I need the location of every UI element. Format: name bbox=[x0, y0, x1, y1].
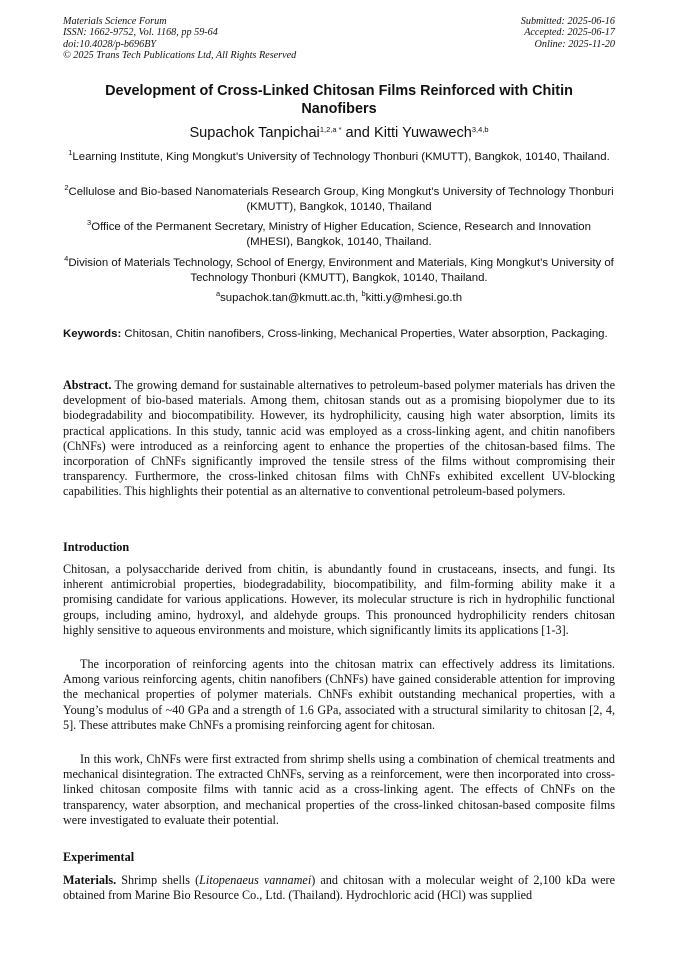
email-link[interactable]: kitti.y@mhesi.go.th bbox=[365, 292, 463, 304]
affiliation bbox=[63, 256, 615, 286]
section-heading: Introduction bbox=[63, 540, 130, 554]
materials-paragraph bbox=[63, 873, 615, 903]
body-paragraph: Chitosan, a polysaccharide derived from chitin, is abundantly found in crustaceans, insects, and fungi. Its inherent antimicrobial properties, biodegradability, biocompatibility, and film-forming ability make it a promising candidate for various applications. However, its molecular structure is rich in hydrophilic functional groups, including amino, hydroxyl, and aldehyde groups. This pronounced hydrophilicity renders chitosan highly sensitive to aqueous environments and moisture, which significantly limits its applications [1-3]. bbox=[63, 562, 615, 637]
keywords-label: Keywords: bbox=[63, 328, 122, 340]
section-heading: Experimental bbox=[63, 850, 135, 864]
affiliation-text: Office of the Permanent Secretary, Ministry of Higher Education, Science, Research and Innovation (MHESI), Bangkok, 10140, Thailand. bbox=[91, 221, 591, 248]
materials-text: ) and chitosan with a molecular weight of 2,100 kDa were obtained from Marine Bio Resource Co., Ltd. (Thailand). Hydrochloric acid (HCl) was supplied bbox=[63, 873, 615, 903]
affiliation-number: 3 bbox=[87, 218, 92, 227]
author-affiliation-mark: 3,4,b bbox=[471, 125, 489, 134]
journal-name: Materials Science Forum bbox=[63, 16, 167, 27]
affiliation-text: Division of Materials Technology, School of Energy, Environment and Materials, King Mongkut’s University of Technology Thonburi (KMUTT), Bangkok, 10140, Thailand. bbox=[68, 257, 614, 284]
author-line bbox=[63, 124, 615, 142]
author-emails bbox=[63, 291, 615, 305]
submitted-date: Submitted: 2025-06-16 bbox=[520, 16, 615, 27]
affiliation bbox=[63, 150, 615, 165]
author-conjunction: and bbox=[341, 125, 374, 141]
abstract bbox=[63, 378, 615, 500]
abstract-text: The growing demand for sustainable alternatives to petroleum-based polymer materials has driven the development of bio-based materials. Among them, chitosan stands out as a promising biopolymer due to its biodegradability and biocompatibility. However, its hydrophilicity, causing high water absorption, limits its practical applications. In this study, tannic acid was employed as a cross-linking agent, and chitin nanofibers (ChNFs) were introduced as a reinforcing agent to enhance the properties of the chitosan-based films. The incorporation of ChNFs significantly improved the tensile stress of the films without compromising their transparency. Furthermore, the cross-linked chitosan films with ChNFs exhibited excellent UV-blocking capabilities. This highlights their potential as an alternative to conventional petroleum-based polymers. bbox=[63, 378, 615, 499]
affiliation bbox=[63, 220, 615, 250]
materials-text: Shrimp shells ( bbox=[116, 873, 200, 887]
email-mark: b bbox=[361, 289, 366, 298]
affiliation-number: 1 bbox=[68, 148, 73, 157]
affiliation-number: 2 bbox=[64, 183, 69, 192]
abstract-label: Abstract. bbox=[63, 378, 112, 392]
affiliation-number: 4 bbox=[64, 254, 69, 263]
online-date: Online: 2025-11-20 bbox=[534, 38, 615, 50]
keywords-text: Chitosan, Chitin nanofibers, Cross-linking, Mechanical Properties, Water absorption, Packaging. bbox=[121, 328, 608, 340]
copyright: © 2025 Trans Tech Publications Ltd, All Rights Reserved bbox=[63, 49, 297, 61]
affiliation-text: Learning Institute, King Mongkut’s University of Technology Thonburi (KMUTT), Bangkok, 10140, Thailand. bbox=[72, 151, 610, 163]
body-paragraph: In this work, ChNFs were first extracted from shrimp shells using a combination of chemical treatments and mechanical disintegration. The extracted ChNFs, serving as a reinforcement, were then incorporated into cross-linked chitosan composite films with tannic acid as a cross-linking agent. The effects of ChNFs on the transparency, water absorption, and mechanical properties of the cross-linked chitosan-based composite films were investigated to evaluate their potential. bbox=[63, 752, 615, 827]
email-mark: a bbox=[215, 289, 221, 298]
affiliation bbox=[63, 185, 615, 215]
accepted-date: Accepted: 2025-06-17 bbox=[524, 27, 615, 39]
journal-info bbox=[63, 16, 296, 61]
publication-dates bbox=[521, 16, 615, 50]
body-paragraph: The incorporation of reinforcing agents into the chitosan matrix can effectively address its limitations. Among various reinforcing agents, chitin nanofibers (ChNFs) have gained considerable attention for improving the mechanical properties of polymer materials. ChNFs exhibit outstanding mechanical properties, with a Young’s modulus of ~40 GPa and a strength of 1.6 GPa, associated with a structural similarity to chitosan [2, 4, 5]. These attributes make ChNFs a promising reinforcing agent for chitosan. bbox=[63, 657, 615, 732]
author-name: Kitti Yuwawech bbox=[373, 125, 472, 141]
journal-doi: doi:10.4028/p-b696BY bbox=[63, 38, 157, 50]
journal-issn: ISSN: 1662-9752, Vol. 1168, pp 59-64 bbox=[63, 27, 218, 39]
species-name: Litopenaeus vannamei bbox=[199, 873, 312, 887]
keywords bbox=[63, 327, 615, 342]
paper-title: Development of Cross-Linked Chitosan Films Reinforced with Chitin Nanofibers bbox=[105, 83, 573, 117]
email-link[interactable]: supachok.tan@kmutt.ac.th, bbox=[220, 292, 359, 304]
author-affiliation-mark: 1,2,a * bbox=[319, 125, 342, 134]
materials-label: Materials. bbox=[63, 873, 117, 887]
author-name: Supachok Tanpichai bbox=[189, 125, 320, 141]
affiliation-text: Cellulose and Bio-based Nanomaterials Research Group, King Mongkut’s University of Technology Thonburi (KMUTT), Bangkok, 10140, Thailand bbox=[68, 186, 614, 213]
